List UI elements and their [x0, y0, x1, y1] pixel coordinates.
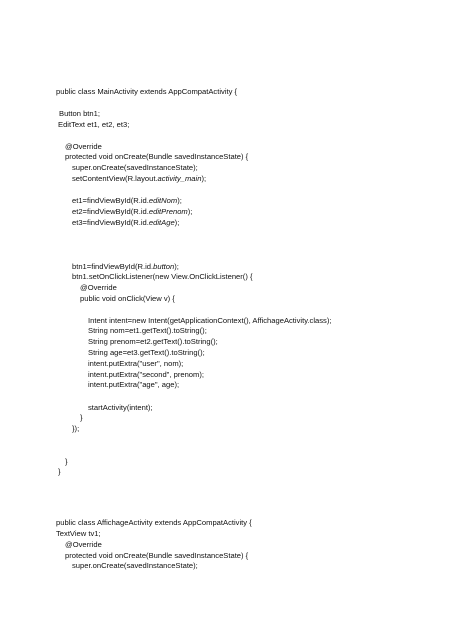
- code-line-6: super.onCreate(savedInstanceState);: [72, 163, 198, 172]
- code-line-21: intent.putExtra("age", age);: [88, 380, 180, 389]
- code-line-13: @Override: [80, 283, 117, 292]
- code-line-10: et3=findViewById(R.id.editAge);: [72, 218, 180, 227]
- code-line-17: String prenom=et2.getText().toString();: [88, 337, 218, 346]
- code-line-18: String age=et3.getText().toString();: [88, 348, 205, 357]
- code-line-31: super.onCreate(savedInstanceState);: [72, 561, 198, 570]
- code-line-16: String nom=et1.getText().toString();: [88, 326, 207, 335]
- code-line-22: startActivity(intent);: [88, 403, 153, 412]
- code-line-26: }: [58, 467, 61, 476]
- code-line-12: btn1.setOnClickListener(new View.OnClickListener() {: [72, 272, 253, 281]
- code-line-24: });: [72, 424, 80, 433]
- code-line-3: EditText et1, et2, et3;: [58, 120, 130, 129]
- code-line-27: public class AffichageActivity extends AppCompatActivity {: [56, 518, 252, 527]
- code-line-19: intent.putExtra("user", nom);: [88, 359, 184, 368]
- code-line-28: TextView tv1;: [56, 529, 101, 538]
- code-line-5: protected void onCreate(Bundle savedInstanceState) {: [65, 152, 249, 161]
- code-line-11: btn1=findViewById(R.id.button);: [72, 262, 179, 271]
- code-line-20: intent.putExtra("second", prenom);: [88, 370, 204, 379]
- code-line-29: @Override: [65, 540, 102, 549]
- code-line-2: Button btn1;: [59, 109, 100, 118]
- code-line-30: protected void onCreate(Bundle savedInstanceState) {: [65, 551, 249, 560]
- code-line-8: et1=findViewById(R.id.editNom);: [72, 196, 182, 205]
- code-line-23: }: [80, 413, 83, 422]
- code-line-4: @Override: [65, 142, 102, 151]
- code-line-9: et2=findViewById(R.id.editPrenom);: [72, 207, 193, 216]
- code-line-25: }: [65, 457, 68, 466]
- code-line-7: setContentView(R.layout.activity_main);: [72, 174, 207, 183]
- code-line-14: public void onClick(View v) {: [80, 294, 175, 303]
- code-line-1: public class MainActivity extends AppCompatActivity {: [56, 87, 238, 96]
- code-line-15: Intent intent=new Intent(getApplicationContext(), AffichageActivity.class);: [88, 316, 332, 325]
